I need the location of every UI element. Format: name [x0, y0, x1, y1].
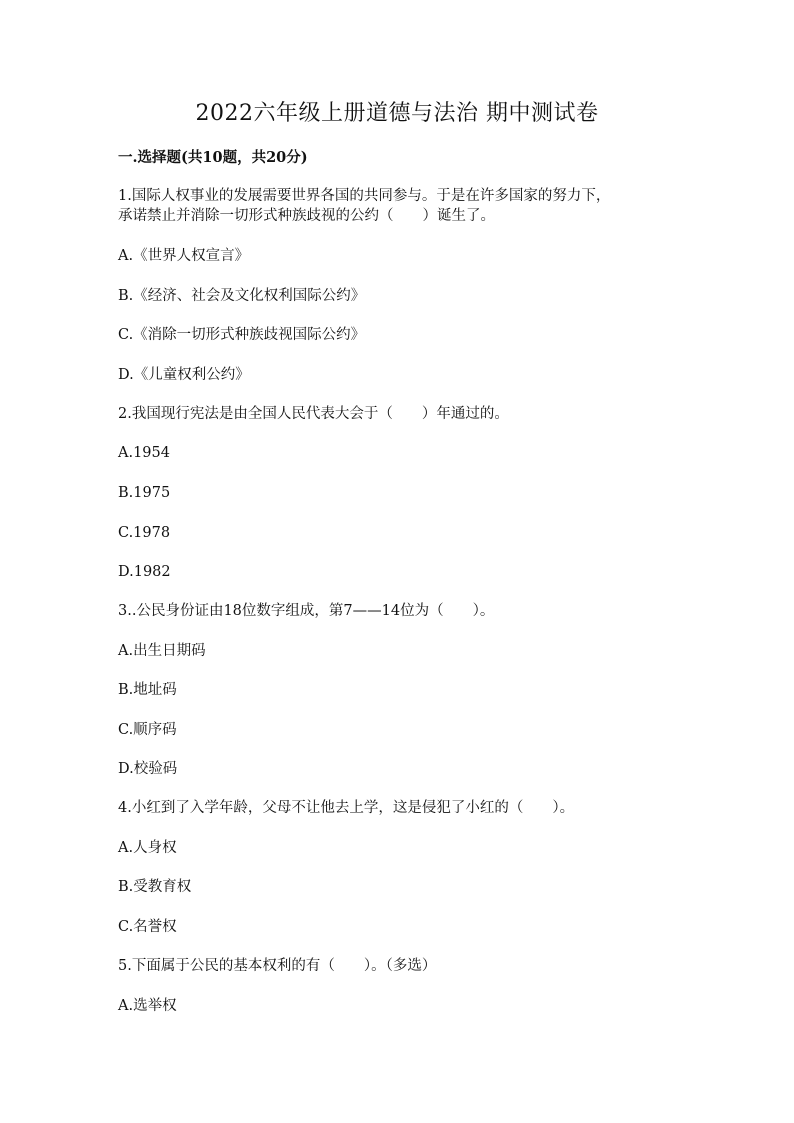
question-1-option-a: A.《世界人权宣言》: [118, 248, 250, 264]
exam-title: 2022六年级上册道德与法治 期中测试卷: [195, 101, 599, 126]
question-3-option-b: B.地址码: [118, 682, 177, 698]
question-4-option-b: B.受教育权: [118, 879, 192, 895]
question-2-option-c: C.1978: [118, 525, 171, 541]
question-2-stem: 2.我国现行宪法是由全国人民代表大会于（ ）年通过的。: [118, 406, 509, 422]
question-4-option-c: C.名誉权: [118, 919, 177, 935]
question-2-option-a: A.1954: [118, 445, 170, 461]
question-1-stem-line-2: 承诺禁止并消除一切形式种族歧视的公约（ ）诞生了。: [118, 208, 495, 224]
question-1-option-c: C.《消除一切形式种族歧视国际公约》: [118, 327, 366, 343]
question-2-option-d: D.1982: [118, 564, 171, 580]
question-4-option-a: A.人身权: [118, 840, 177, 856]
question-1-option-b: B.《经济、社会及文化权利国际公约》: [118, 288, 366, 304]
question-3-option-a: A.出生日期码: [118, 643, 206, 659]
question-2-option-b: B.1975: [118, 485, 171, 501]
question-5-option-a: A.选举权: [118, 998, 177, 1014]
question-5-stem: 5.下面属于公民的基本权利的有（ ）。（多选）: [118, 958, 437, 974]
question-4-stem: 4.小红到了入学年龄，父母不让他去上学，这是侵犯了小红的（ ）。: [118, 800, 575, 816]
question-1-option-d: D.《儿童权利公约》: [118, 367, 250, 383]
question-3-option-c: C.顺序码: [118, 722, 177, 738]
section-heading: 一.选择题(共10题，共20分): [118, 149, 308, 166]
question-3-option-d: D.校验码: [118, 761, 178, 777]
question-3-stem: 3..公民身份证由18位数字组成，第7——14位为（ ）。: [118, 603, 495, 619]
question-1-stem-line-1: 1.国际人权事业的发展需要世界各国的共同参与。于是在许多国家的努力下，: [118, 188, 611, 204]
